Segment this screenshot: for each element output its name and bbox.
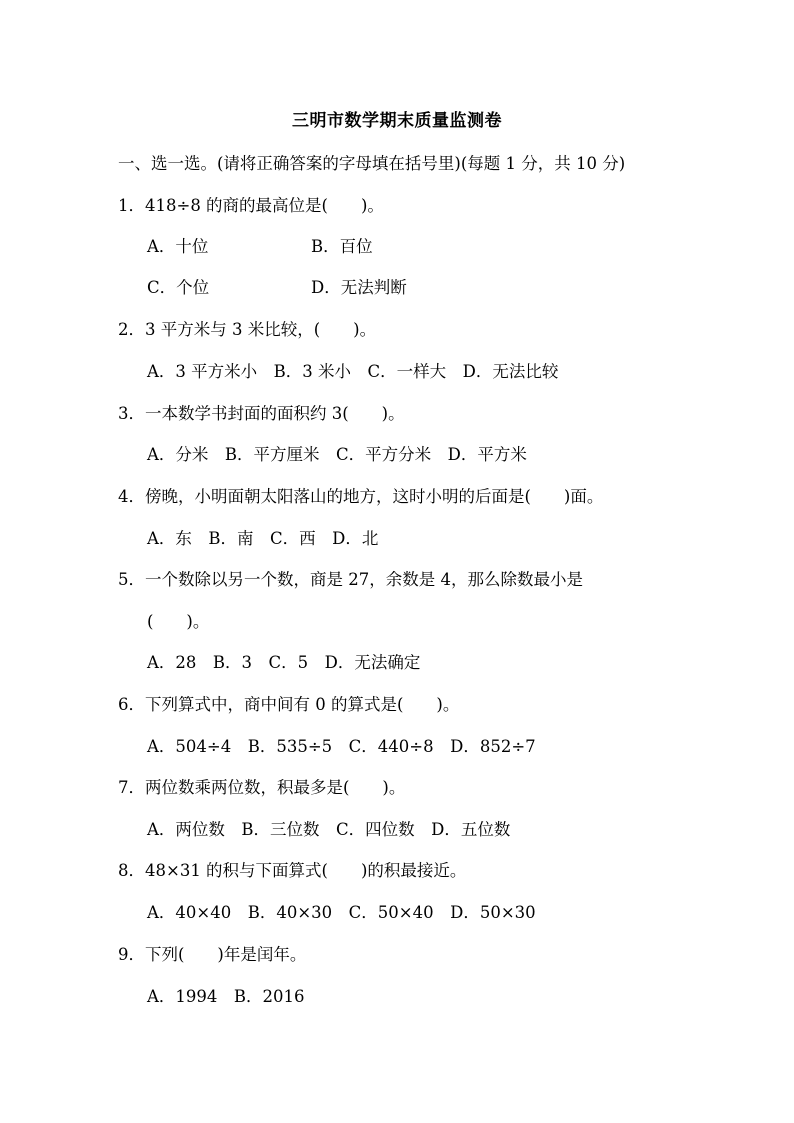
question-5-stem: 5．一个数除以另一个数，商是 27，余数是 4，那么除数最小是 xyxy=(118,570,583,589)
question-1-option-d: D．无法判断 xyxy=(311,278,407,297)
question-8-options: A．40×40 B．40×30 C．50×40 D．50×30 xyxy=(147,903,536,922)
question-3-stem: 3．一本数学书封面的面积约 3( )。 xyxy=(118,404,405,423)
question-1-stem: 1．418÷8 的商的最高位是( )。 xyxy=(118,196,384,215)
section-heading: 一、选一选。(请将正确答案的字母填在括号里)(每题 1 分，共 10 分) xyxy=(118,154,626,173)
question-2-options: A．3 平方米小 B．3 米小 C．一样大 D．无法比较 xyxy=(147,362,559,381)
question-7-options: A．两位数 B．三位数 C．四位数 D．五位数 xyxy=(147,820,511,839)
question-8-stem: 8．48×31 的积与下面算式( )的积最接近。 xyxy=(118,861,467,880)
question-1-option-c: C．个位 xyxy=(147,278,210,297)
question-7-stem: 7．两位数乘两位数，积最多是( )。 xyxy=(118,778,406,797)
question-2-stem: 2．3 平方米与 3 米比较，( )。 xyxy=(118,320,377,339)
question-1-option-a: A．十位 xyxy=(147,237,209,256)
question-9-options: A．1994 B．2016 xyxy=(147,987,305,1006)
question-1-option-b: B．百位 xyxy=(311,237,373,256)
question-4-options: A．东 B．南 C．西 D．北 xyxy=(147,529,379,548)
question-3-options: A．分米 B．平方厘米 C．平方分米 D．平方米 xyxy=(147,445,527,464)
question-6-options: A．504÷4 B．535÷5 C．440÷8 D．852÷7 xyxy=(147,737,536,756)
question-4-stem: 4．傍晚，小明面朝太阳落山的地方，这时小明的后面是( )面。 xyxy=(118,487,604,506)
question-6-stem: 6．下列算式中，商中间有 0 的算式是( )。 xyxy=(118,695,460,714)
question-9-stem: 9．下列( )年是闰年。 xyxy=(118,945,307,964)
question-5-stem-continued: ( )。 xyxy=(147,612,210,631)
question-5-options: A．28 B．3 C．5 D．无法确定 xyxy=(147,653,421,672)
page-title: 三明市数学期末质量监测卷 xyxy=(292,111,502,131)
